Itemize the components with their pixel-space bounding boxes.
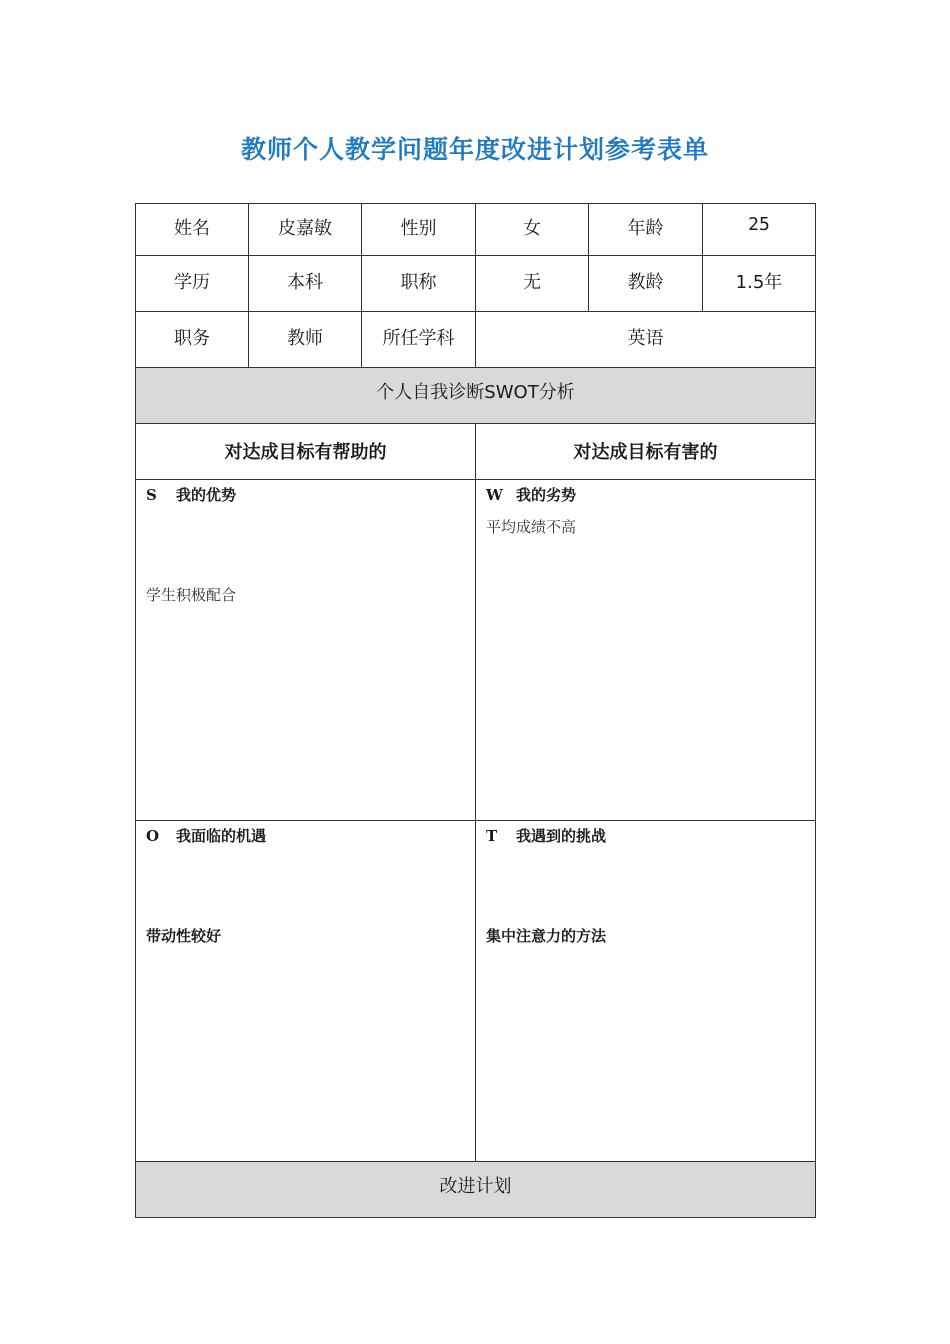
opportunities-content: 带动性较好 — [146, 927, 222, 945]
weaknesses-letter: W — [486, 486, 503, 504]
weaknesses-heading — [486, 484, 576, 505]
position-value: 教师 — [249, 312, 362, 368]
name-value: 皮嘉敏 — [249, 204, 362, 256]
threats-label: 我遇到的挑战 — [516, 827, 607, 845]
teaching-years-value: 1.5年 — [703, 256, 816, 312]
page-title: 教师个人教学问题年度改进计划参考表单 — [240, 135, 709, 164]
opportunities-cell — [136, 821, 476, 1162]
position-label: 职务 — [136, 312, 249, 368]
title-label: 职称 — [362, 256, 476, 312]
strengths-cell — [136, 480, 476, 821]
title-value: 无 — [476, 256, 589, 312]
swot-subheader-row — [136, 424, 816, 480]
age-value: 25 — [703, 204, 816, 256]
gender-label: 性别 — [362, 204, 476, 256]
info-row-3 — [136, 312, 816, 368]
swot-row-ot — [136, 821, 816, 1162]
swot-section-row — [136, 368, 816, 424]
swot-row-sw — [136, 480, 816, 821]
threats-cell — [476, 821, 816, 1162]
helpful-header: 对达成目标有帮助的 — [136, 424, 476, 480]
teaching-years-label: 教龄 — [589, 256, 703, 312]
opportunities-label: 我面临的机遇 — [176, 827, 267, 845]
info-row-2 — [136, 256, 816, 312]
strengths-label: 我的优势 — [176, 486, 237, 504]
harmful-header: 对达成目标有害的 — [476, 424, 816, 480]
education-label: 学历 — [136, 256, 249, 312]
strengths-letter: S — [146, 486, 157, 504]
name-label: 姓名 — [136, 204, 249, 256]
strengths-content: 学生积极配合 — [146, 586, 237, 604]
education-value: 本科 — [249, 256, 362, 312]
info-row-1 — [136, 204, 816, 256]
weaknesses-cell — [476, 480, 816, 821]
threats-content: 集中注意力的方法 — [486, 927, 607, 945]
age-label: 年龄 — [589, 204, 703, 256]
gender-value: 女 — [476, 204, 589, 256]
threats-heading — [486, 825, 606, 846]
plan-section-row — [136, 1162, 816, 1218]
opportunities-heading — [146, 825, 266, 846]
strengths-heading — [146, 484, 236, 505]
opportunities-letter: O — [146, 827, 160, 845]
form-table — [135, 203, 816, 1218]
weaknesses-content: 平均成绩不高 — [486, 518, 577, 536]
threats-letter: T — [486, 827, 498, 845]
subject-value: 英语 — [476, 312, 816, 368]
plan-section-title: 改进计划 — [136, 1162, 816, 1218]
weaknesses-label: 我的劣势 — [516, 486, 577, 504]
subject-label: 所任学科 — [362, 312, 476, 368]
swot-section-title: 个人自我诊断SWOT分析 — [136, 368, 816, 424]
